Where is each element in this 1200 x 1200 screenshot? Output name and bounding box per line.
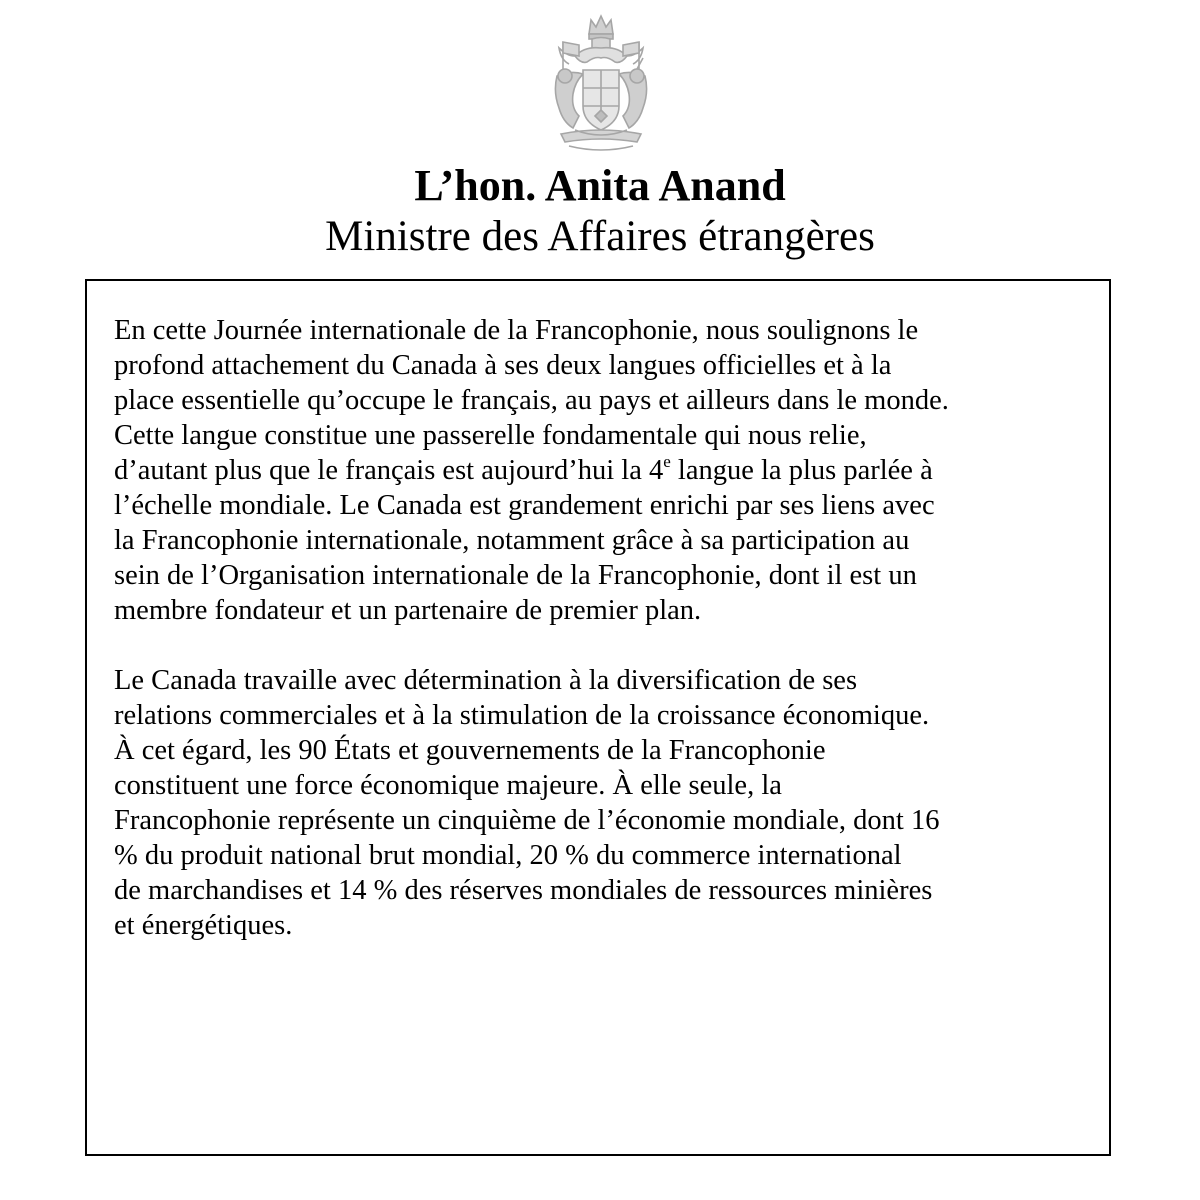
text-line: % du produit national brut mondial, 20 % du commerce international xyxy=(114,840,902,871)
text-line: relations commerciales et à la stimulation de la croissance économique. xyxy=(114,700,930,731)
text-line: la Francophonie internationale, notamment grâce à sa participation au xyxy=(114,525,910,556)
minister-title: Ministre des Affaires étrangères xyxy=(325,213,875,260)
text-line: place essentielle qu’occupe le français, au pays et ailleurs dans le monde. xyxy=(114,385,949,416)
paragraph-2 xyxy=(114,663,1104,943)
paragraph-spacer xyxy=(114,628,1104,663)
text-line: constituent une force économique majeure. À elle seule, la xyxy=(114,770,782,801)
statement-text xyxy=(114,313,1104,943)
text-line: À cet égard, les 90 États et gouvernements de la Francophonie xyxy=(114,735,826,766)
text-line: Le Canada travaille avec détermination à la diversification de ses xyxy=(114,665,858,696)
text-segment: d’autant plus que le français est aujourd’hui la 4 xyxy=(114,455,664,486)
text-line: l’échelle mondiale. Le Canada est grandement enrichi par ses liens avec xyxy=(114,490,935,521)
text-line: et énergétiques. xyxy=(114,910,293,941)
text-line: sein de l’Organisation internationale de la Francophonie, dont il est un xyxy=(114,560,917,591)
text-line: de marchandises et 14 % des réserves mondiales de ressources minières xyxy=(114,875,933,906)
superscript: e xyxy=(663,452,671,471)
text-line: profond attachement du Canada à ses deux langues officielles et à la xyxy=(114,350,892,381)
text-line xyxy=(114,453,1104,488)
statement-box xyxy=(85,279,1111,1156)
text-line: membre fondateur et un partenaire de premier plan. xyxy=(114,595,702,626)
canada-coat-of-arms-icon xyxy=(545,12,657,154)
text-line: Cette langue constitue une passerelle fondamentale qui nous relie, xyxy=(114,420,867,451)
minister-name: L’hon. Anita Anand xyxy=(414,161,786,210)
header xyxy=(0,160,1200,262)
text-line: En cette Journée internationale de la Francophonie, nous soulignons le xyxy=(114,315,919,346)
text-segment: langue la plus parlée à xyxy=(670,455,933,486)
text-line: Francophonie représente un cinquième de l’économie mondiale, dont 16 xyxy=(114,805,940,836)
paragraph-1 xyxy=(114,313,1104,628)
